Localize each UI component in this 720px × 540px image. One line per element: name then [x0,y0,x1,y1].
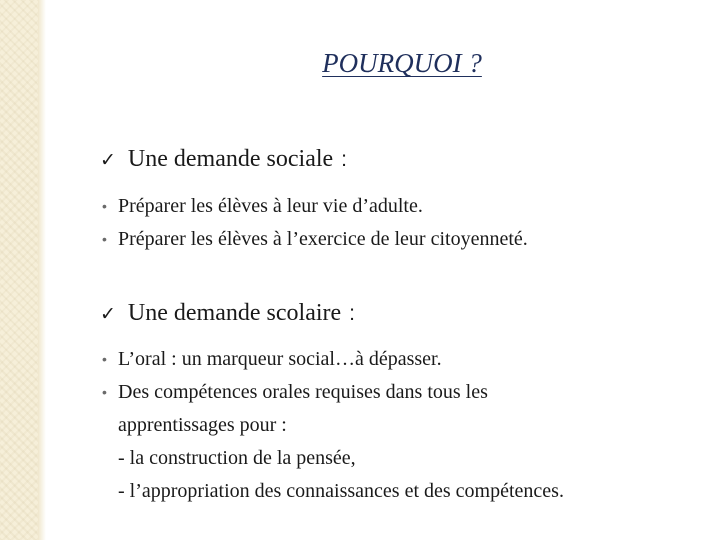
bullet-list-sociale [100,190,528,256]
bullet-text: Préparer les élèves à l’exercice de leur citoyenneté. [118,228,528,250]
section-colon: : [349,302,355,325]
bullet-icon: • [102,384,107,400]
bullet-text: Des compétences orales requises dans tous les [118,381,488,403]
list-item [100,190,528,223]
list-item [100,223,528,256]
sub-item: - l’appropriation des connaissances et des compétences. [118,480,564,502]
bullet-icon: • [102,198,107,214]
section-heading-sociale [100,146,347,173]
list-item [100,376,564,508]
decorative-side-strip [0,0,38,540]
sub-item: - la construction de la pensée, [118,447,356,469]
section-heading-scolaire [100,300,355,327]
checkmark-icon: ✓ [100,304,116,325]
section-heading-text: Une demande sociale [127,146,334,172]
bullet-continuation: apprentissages pour : [118,414,287,436]
bullet-text: L’oral : un marqueur social…à dépasser. [118,348,442,370]
bullet-icon: • [102,231,107,247]
bullet-icon: • [102,351,107,367]
checkmark-icon: ✓ [100,150,116,171]
list-item [100,343,564,376]
bullet-list-scolaire [100,343,564,508]
section-colon: : [341,148,348,171]
section-heading-text: Une demande scolaire [127,300,342,326]
bullet-text: Préparer les élèves à leur vie d’adulte. [118,195,423,217]
slide-title: POURQUOI ? [322,48,482,78]
